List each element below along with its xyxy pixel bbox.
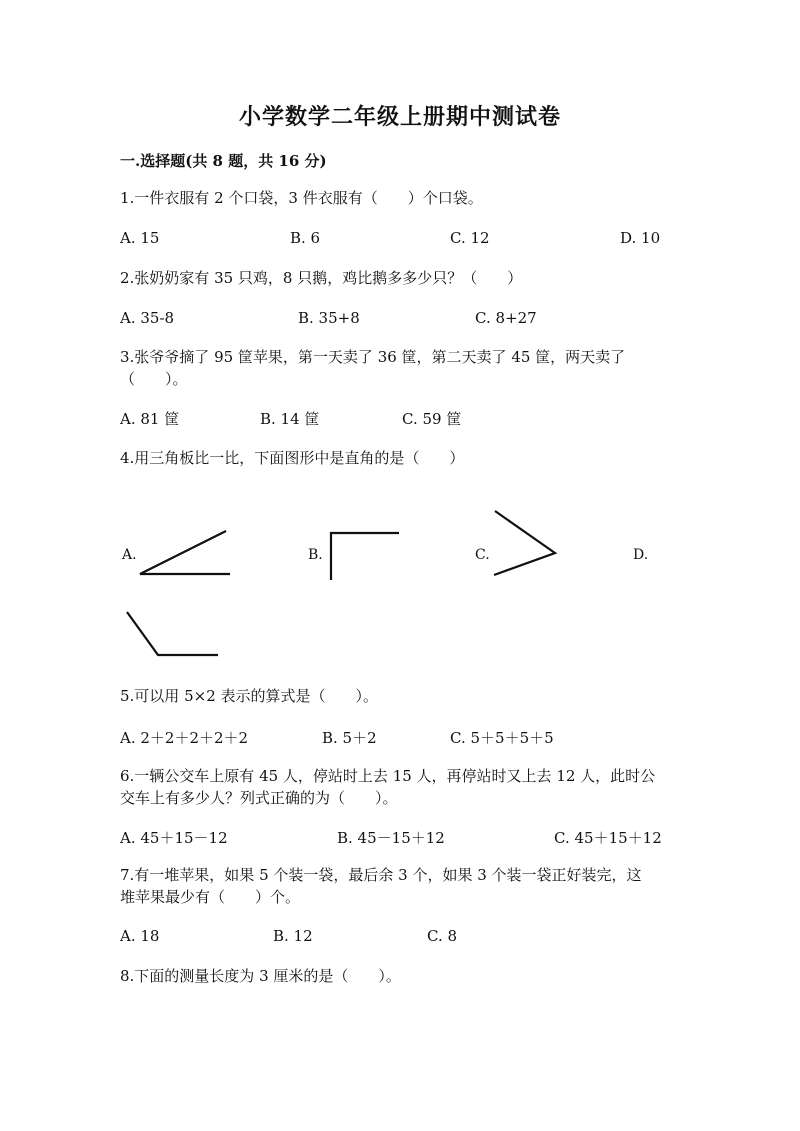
q5-option-b: B. 5＋2 <box>322 729 377 747</box>
q6-option-b: B. 45－15＋12 <box>337 829 445 847</box>
q6-option-a: A. 45＋15－12 <box>120 829 228 847</box>
question-6-line-2: 交车上有多少人？列式正确的为（ ）。 <box>120 789 398 807</box>
q5-option-c: C. 5＋5＋5＋5 <box>450 729 554 747</box>
q4-label-d: D. <box>633 547 649 563</box>
q3-option-a: A. 81 筐 <box>120 410 180 428</box>
q1-option-d: D. 10 <box>620 229 661 247</box>
question-1: 1.一件衣服有 2 个口袋，3 件衣服有（ ）个口袋。 <box>120 189 483 207</box>
q6-option-c: C. 45＋15＋12 <box>554 829 662 847</box>
angle-d-obtuse <box>127 612 218 655</box>
q2-option-a: A. 35-8 <box>120 309 175 327</box>
q4-label-a: A. <box>122 547 137 563</box>
q4-label-c: C. <box>475 547 490 563</box>
q2-option-b: B. 35+8 <box>298 309 360 327</box>
q2-option-c: C. 8+27 <box>475 309 537 327</box>
question-6-line-1: 6.一辆公交车上原有 45 人，停站时上去 15 人，再停站时又上去 12 人，此时公 <box>120 767 656 785</box>
q4-label-b: B. <box>308 547 323 563</box>
angle-b-right <box>331 533 399 580</box>
q3-option-c: C. 59 筐 <box>402 410 462 428</box>
q1-option-c: C. 12 <box>450 229 490 247</box>
q7-option-c: C. 8 <box>427 927 458 945</box>
angle-a-acute <box>140 531 230 574</box>
section-heading: 一.选择题(共 8 题，共 16 分) <box>120 152 327 170</box>
question-3-line-1: 3.张爷爷摘了 95 筐苹果，第一天卖了 36 筐，第二天卖了 45 筐，两天卖了 <box>120 348 626 366</box>
question-7-line-1: 7.有一堆苹果，如果 5 个装一袋，最后余 3 个，如果 3 个装一袋正好装完，这 <box>120 866 642 884</box>
q3-option-b: B. 14 筐 <box>260 410 320 428</box>
q7-option-a: A. 18 <box>120 927 160 945</box>
question-2: 2.张奶奶家有 35 只鸡，8 只鹅，鸡比鹅多多少只？（ ） <box>120 269 523 287</box>
question-3-line-2: （ ）。 <box>120 370 188 388</box>
question-4: 4.用三角板比一比，下面图形中是直角的是（ ） <box>120 449 465 467</box>
q5-option-a: A. 2＋2＋2＋2＋2 <box>120 729 249 747</box>
q1-option-a: A. 15 <box>120 229 160 247</box>
q1-option-b: B. 6 <box>290 229 321 247</box>
question-8: 8.下面的测量长度为 3 厘米的是（ ）。 <box>120 967 401 985</box>
page-title: 小学数学二年级上册期中测试卷 <box>238 104 561 130</box>
q7-option-b: B. 12 <box>273 927 313 945</box>
question-7-line-2: 堆苹果最少有（ ）个。 <box>120 888 301 906</box>
question-5: 5.可以用 5×2 表示的算式是（ ）。 <box>120 687 379 705</box>
angle-c-acute <box>494 511 555 575</box>
